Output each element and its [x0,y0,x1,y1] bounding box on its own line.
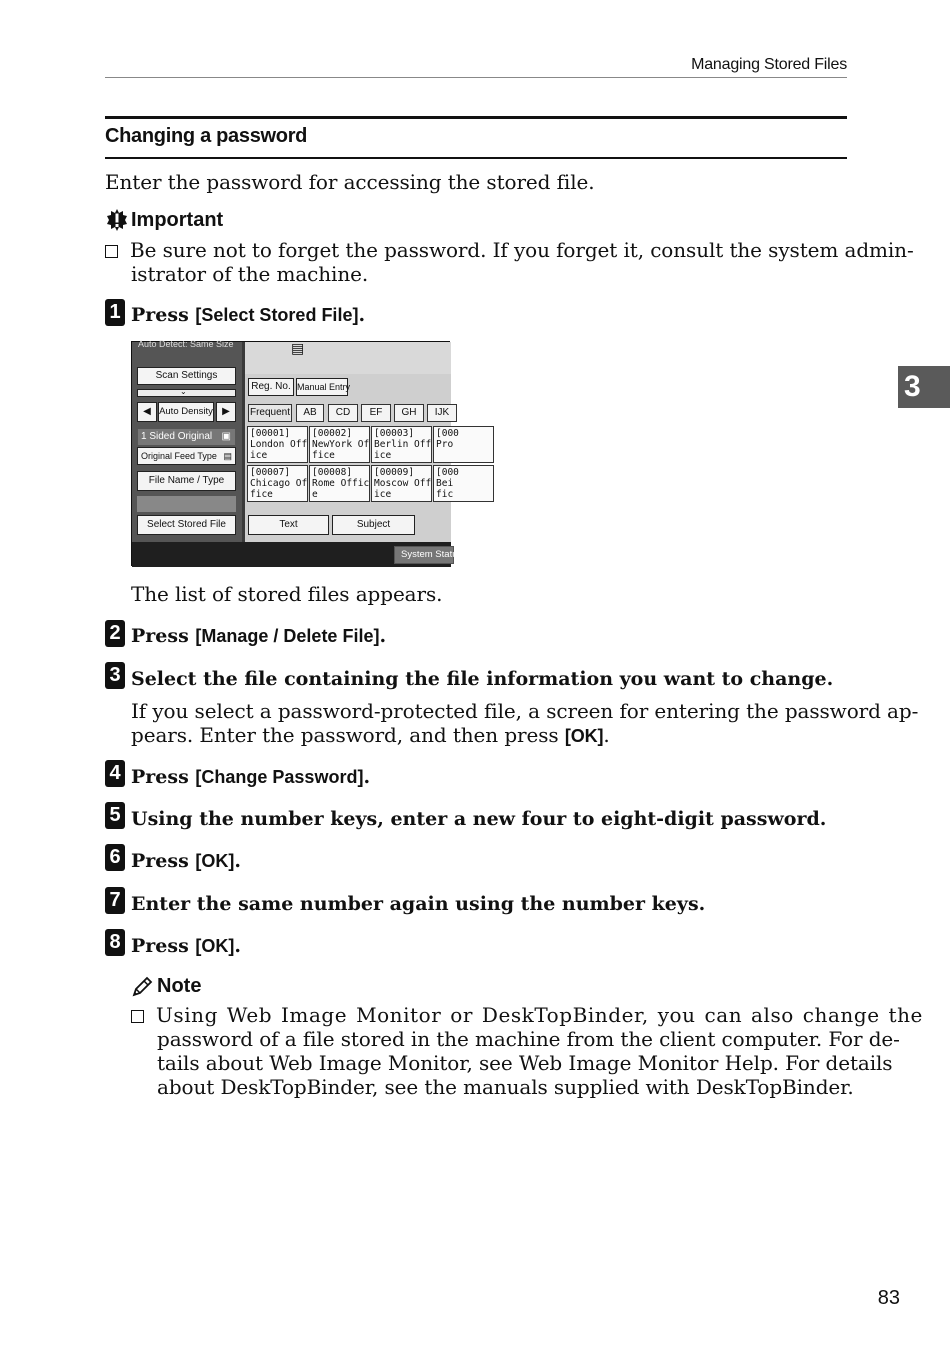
step-7: Enter the same number again using the number keys. [131,893,706,915]
step-8-suffix: . [234,935,242,957]
screen-left-panel [132,339,242,542]
file-name-cont: ice [250,450,268,461]
step-4-key: [Change Password] [195,767,364,787]
step-8-key: [OK] [195,936,235,956]
file-id: [00008] [312,467,353,478]
control-panel-screenshot [131,339,459,566]
file-name: Pro [436,439,454,450]
step-number-4: 4 [105,760,125,787]
step-1-key: [Select Stored File] [195,305,359,325]
file-id: [000 [436,467,459,478]
file-cell[interactable] [433,465,494,502]
screen-status-bar [132,542,458,567]
page-number: 83 [877,1287,900,1309]
manual-entry-button[interactable]: Manual Entry [296,378,348,396]
title-rule-bottom [105,157,847,159]
step-number-3: 3 [105,662,125,689]
step-8-prefix: Press [131,935,196,957]
system-status-button[interactable]: System Statu [394,546,454,564]
step-3-detail-line-2 [131,723,610,748]
step-1-suffix: . [358,304,366,326]
file-cell[interactable] [247,465,308,502]
step-number-6: 6 [105,844,125,871]
reg-no-button[interactable]: Reg. No. [248,378,294,396]
section-title: Changing a password [105,125,308,147]
step-1-result: The list of stored files appears. [131,582,443,606]
auto-detect-label: Auto Detect: Same Size [138,339,234,349]
file-id: [00009] [374,467,415,478]
file-name: NewYork Of [312,439,370,450]
file-name-cont: fice [250,489,273,500]
file-cell[interactable] [309,426,370,463]
step-6-key: [OK] [195,851,235,871]
file-name-type-button[interactable]: File Name / Type [137,471,236,491]
file-name: Rome Offic [312,478,370,489]
running-header: Managing Stored Files [691,56,847,73]
file-cell[interactable] [371,426,432,463]
step-number-1: 1 [105,299,125,326]
note-item [131,1003,923,1027]
step-4 [131,765,370,789]
density-slider[interactable] [137,389,236,397]
sided-original-button[interactable] [137,428,236,446]
tab-gh[interactable]: GH [394,404,424,422]
file-name: Moscow Off [374,478,432,489]
sided-original-label: 1 Sided Original [141,431,213,442]
density-left-arrow-icon[interactable]: ◀ [137,402,157,422]
step-1-prefix: Press [131,304,196,326]
step-6-prefix: Press [131,850,196,872]
scan-settings-button[interactable]: Scan Settings [137,367,236,385]
step-6-suffix: . [234,850,242,872]
step-4-suffix: . [363,766,371,788]
tab-ijk[interactable]: IJK [427,404,457,422]
file-cell[interactable] [433,426,494,463]
header-rule [105,77,847,78]
tab-ef[interactable]: EF [361,404,391,422]
note-line-3: tails about Web Image Monitor, see Web Image Monitor Help. For details [157,1051,893,1075]
original-feed-type-label: Original Feed Type [141,451,217,461]
file-name: Berlin Off [374,439,432,450]
note-line-1: Using Web Image Monitor or DeskTopBinder, you can also change the [156,1003,923,1027]
step-number-2: 2 [105,620,125,647]
step-2-key: [Manage / Delete File] [195,626,380,646]
section-intro: Enter the password for accessing the stored file. [105,170,595,194]
step-2-prefix: Press [131,625,196,647]
step-number-7: 7 [105,887,125,914]
note-heading-label: Note [157,975,202,997]
note-line-2: password of a file stored in the machine from the client computer. For de- [157,1027,900,1051]
file-cell[interactable] [247,426,308,463]
text-button[interactable]: Text [248,515,329,535]
screen-right-panel [245,340,459,542]
preview-area [245,342,451,374]
step-8 [131,934,241,958]
file-id: [00002] [312,428,353,439]
file-id: [00003] [374,428,415,439]
file-id: [00007] [250,467,291,478]
document-icon: ▤ [291,340,305,356]
file-id: [000 [436,428,459,439]
file-name-cont: fice [312,450,335,461]
file-name-cont: e [312,489,318,500]
note-heading [131,975,201,998]
duplex-icon: ▣ [221,431,231,442]
chevron-down-icon: ⌄ [180,387,187,396]
density-right-arrow-icon[interactable]: ▶ [216,402,236,422]
step-3-detail-prefix: pears. Enter the password, and then press [131,723,565,747]
important-item-line-2: istrator of the machine. [131,262,369,286]
note-line-4: about DeskTopBinder, see the manuals supplied with DeskTopBinder. [157,1075,854,1099]
step-number-5: 5 [105,802,125,829]
step-2 [131,624,386,648]
file-name: London Off [250,439,308,450]
file-name: Bei [436,478,454,489]
title-rule-top [105,116,847,119]
tab-cd[interactable]: CD [328,404,358,422]
feed-type-icon: ▤ [223,451,232,461]
step-6 [131,849,241,873]
file-name-cont: ice [374,450,392,461]
original-feed-type-button[interactable] [137,447,236,465]
important-icon [105,208,129,232]
subject-button[interactable]: Subject [332,515,415,535]
tab-ab[interactable]: AB [296,404,324,422]
step-3: Select the file containing the file information you want to change. [131,668,834,690]
tab-frequent[interactable]: Frequent [248,404,292,422]
file-name: Chicago Of [250,478,308,489]
file-cell[interactable] [371,465,432,502]
checkbox-icon [105,245,118,258]
important-item-line-1: Be sure not to forget the password. If you forget it, consult the system admin- [130,238,914,262]
step-3-detail-line-1: If you select a password-protected file, a screen for entering the password ap- [131,699,919,723]
step-1 [131,303,365,327]
important-item [105,238,914,262]
pencil-icon [131,976,153,998]
step-2-suffix: . [379,625,387,647]
select-stored-file-button[interactable]: Select Stored File [137,515,236,535]
step-3-detail-suffix: . [603,723,610,747]
step-3-detail-key: [OK] [564,726,604,746]
file-name-cont: fic [436,489,454,500]
important-heading-label: Important [131,208,224,231]
file-name-cont: ice [374,489,392,500]
auto-density-button[interactable]: Auto Density [158,402,214,422]
step-5: Using the number keys, enter a new four to eight-digit password. [131,808,827,830]
divider-block [137,496,236,512]
chapter-tab: 3 [898,366,950,408]
step-4-prefix: Press [131,766,196,788]
file-id: [00001] [250,428,291,439]
step-number-8: 8 [105,929,125,956]
checkbox-icon [131,1010,144,1023]
important-heading [105,208,223,232]
file-cell[interactable] [309,465,370,502]
